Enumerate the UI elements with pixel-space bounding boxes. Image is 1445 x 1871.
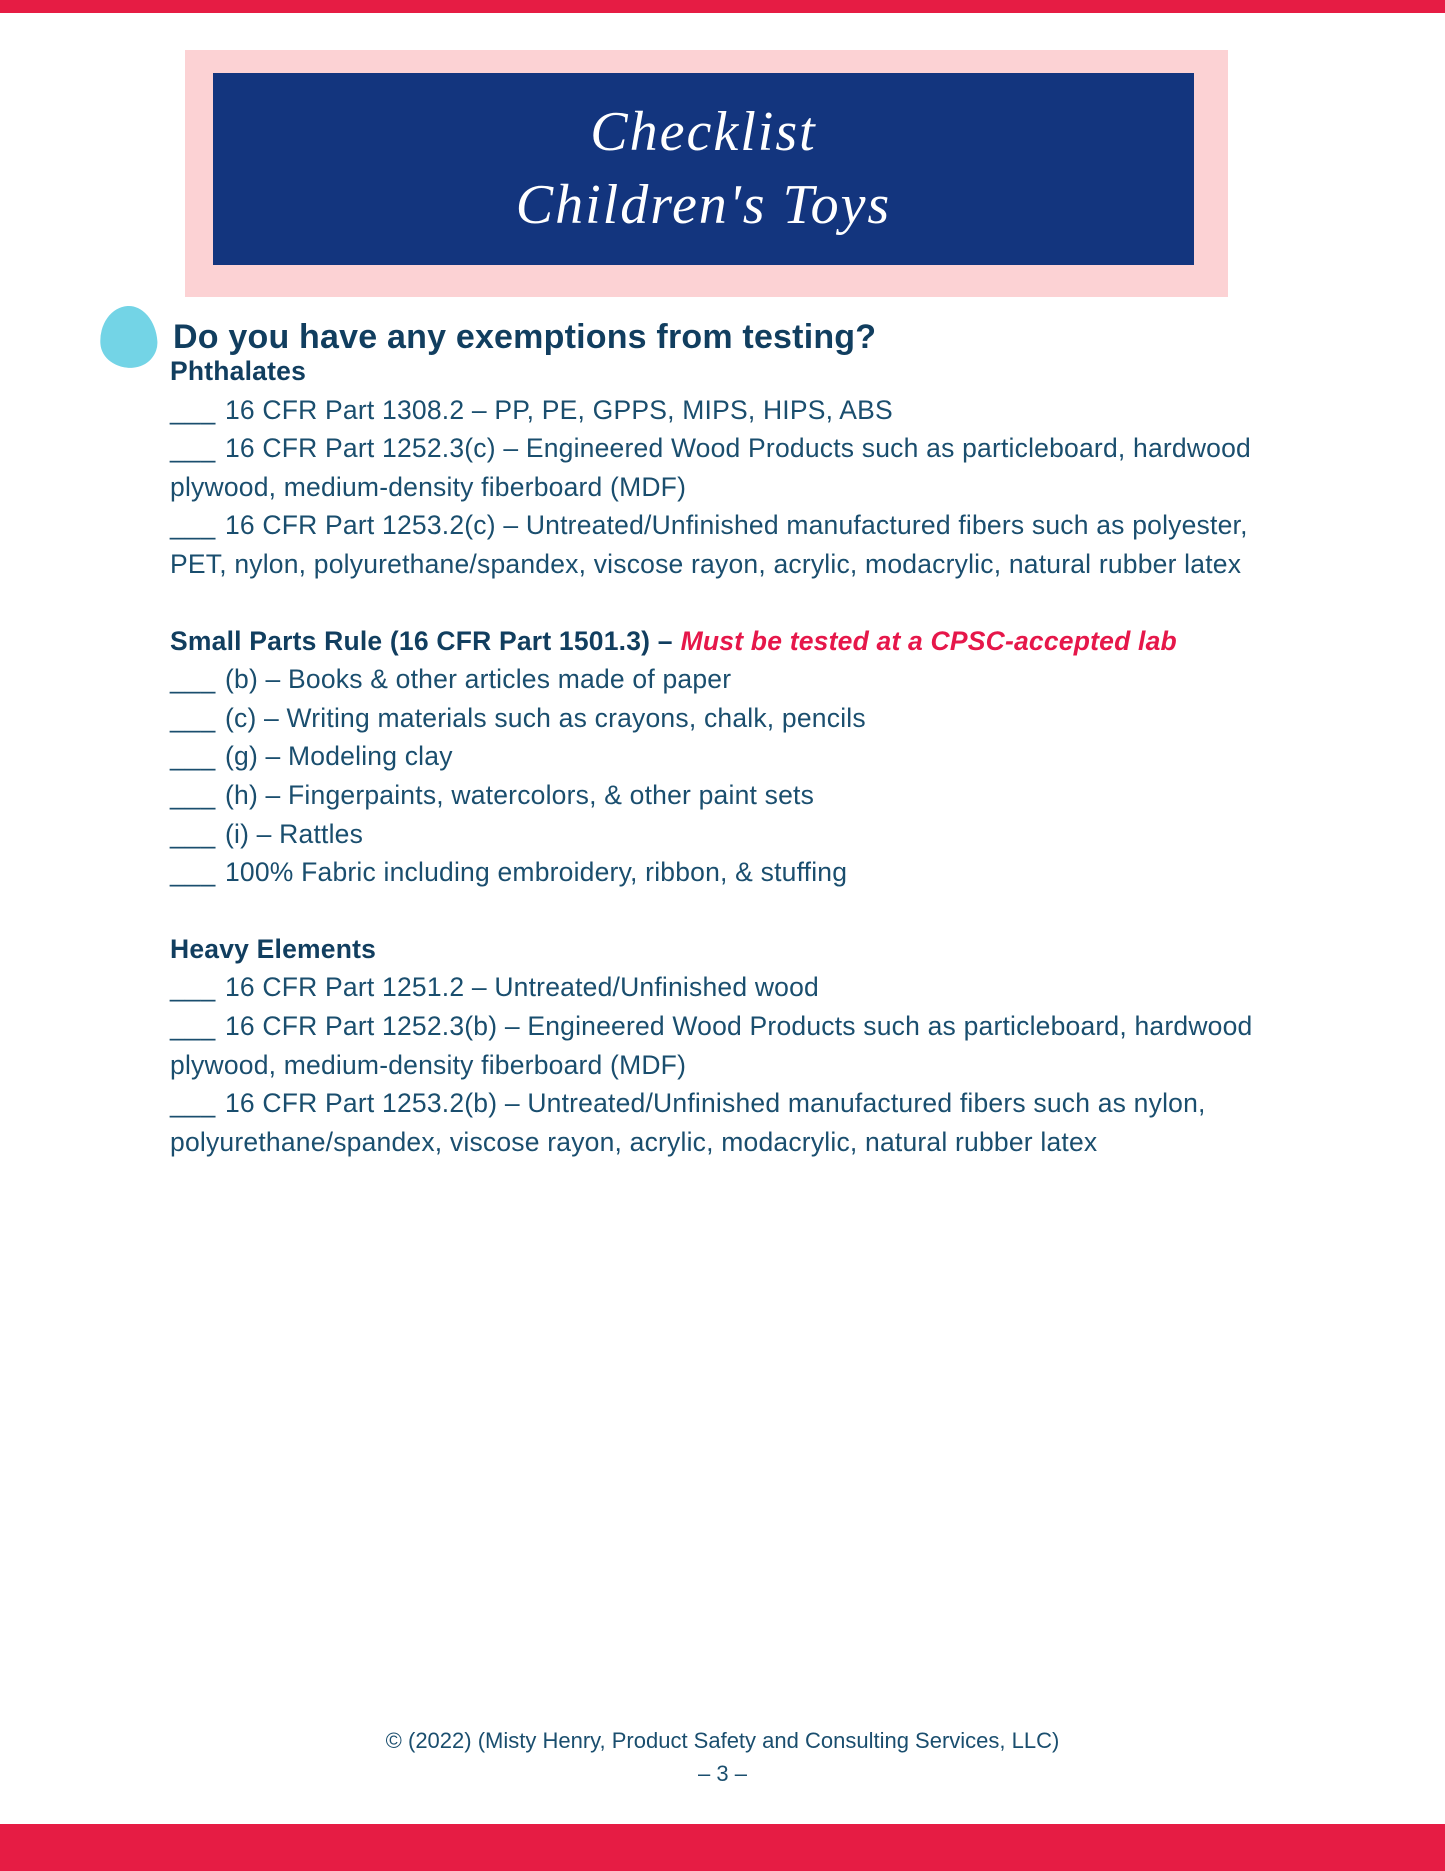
checklist-item [170, 391, 1290, 430]
fill-in-blank[interactable]: ___ [170, 741, 216, 772]
fill-in-blank[interactable]: ___ [170, 1010, 216, 1041]
item-text: (h) – Fingerpaints, watercolors, & other paint sets [224, 779, 815, 810]
section-heading [170, 352, 1290, 391]
item-text: 16 CFR Part 1252.3(b) – Engineered Wood Products such as particleboard, hardwood plywood, medium-density fiberboard (MDF) [170, 1010, 1253, 1080]
section-heading [170, 930, 1290, 969]
section-heading [170, 622, 1290, 661]
fill-in-blank[interactable]: ___ [170, 702, 216, 733]
item-text: (i) – Rattles [224, 818, 364, 849]
title-line-2: Children's Toys [515, 174, 892, 236]
item-text: (c) – Writing materials such as crayons, chalk, pencils [224, 702, 866, 733]
page-number: – 3 – [698, 1761, 747, 1786]
checklist-item [170, 968, 1290, 1007]
checklist-item [170, 815, 1290, 854]
checklist-item [170, 699, 1290, 738]
section-heading-text: Heavy Elements [170, 933, 377, 964]
fill-in-blank[interactable]: ___ [170, 972, 216, 1003]
item-text: (g) – Modeling clay [224, 741, 453, 772]
section-heavy-elements [170, 930, 1290, 1162]
document-title [516, 96, 891, 242]
fill-in-blank[interactable]: ___ [170, 779, 216, 810]
section-phthalates [170, 352, 1290, 584]
bottom-accent-bar [0, 1824, 1445, 1871]
title-box [213, 73, 1194, 265]
checklist-item [170, 853, 1290, 892]
checklist-item [170, 660, 1290, 699]
section-heading-highlight: Must be tested at a CPSC-accepted lab [680, 625, 1177, 656]
item-text: 16 CFR Part 1251.2 – Untreated/Unfinished wood [224, 972, 819, 1003]
checklist-item [170, 737, 1290, 776]
item-text: 16 CFR Part 1252.3(c) – Engineered Wood Products such as particleboard, hardwood plywood, medium-density fiberboard (MDF) [170, 433, 1251, 502]
header-band [185, 50, 1228, 297]
fill-in-blank[interactable]: ___ [170, 433, 216, 464]
item-text: 16 CFR Part 1253.2(c) – Untreated/Unfinished manufactured fibers such as polyester, PET, nylon, polyurethane/spandex, viscose rayon, acrylic, modacrylic, natural rubber latex [170, 510, 1248, 579]
fill-in-blank[interactable]: ___ [170, 394, 216, 425]
question-heading: Do you have any exemptions from testing? [173, 317, 877, 356]
copyright-line: © (2022) (Misty Henry, Product Safety and Consulting Services, LLC) [385, 1728, 1060, 1753]
fill-in-blank[interactable]: ___ [170, 510, 216, 541]
fill-in-blank[interactable]: ___ [170, 1088, 216, 1119]
fill-in-blank[interactable]: ___ [170, 664, 216, 695]
fill-in-blank[interactable]: ___ [170, 818, 216, 849]
checklist-item [170, 776, 1290, 815]
checklist-item [170, 429, 1290, 506]
item-text: 16 CFR Part 1308.2 – PP, PE, GPPS, MIPS, HIPS, ABS [224, 394, 893, 425]
fill-in-blank[interactable]: ___ [170, 857, 216, 888]
section-heading-text: Phthalates [170, 356, 307, 386]
page-footer [0, 1724, 1445, 1790]
checklist-item [170, 1084, 1290, 1161]
title-line-1: Checklist [590, 101, 817, 164]
section-small-parts-rule [170, 622, 1290, 892]
section-heading-text: Small Parts Rule (16 CFR Part 1501.3) – [170, 625, 673, 656]
item-text: (b) – Books & other articles made of paper [224, 664, 732, 695]
bullet-marker-icon [98, 304, 159, 370]
item-text: 100% Fabric including embroidery, ribbon, & stuffing [224, 857, 848, 888]
top-accent-bar [0, 0, 1445, 13]
checklist-item [170, 506, 1290, 583]
item-text: 16 CFR Part 1253.2(b) – Untreated/Unfinished manufactured fibers such as nylon, polyurethane/spandex, viscose rayon, acrylic, modacrylic, natural rubber latex [170, 1088, 1206, 1157]
checklist-item [170, 1007, 1290, 1084]
checklist-content [170, 352, 1290, 1199]
